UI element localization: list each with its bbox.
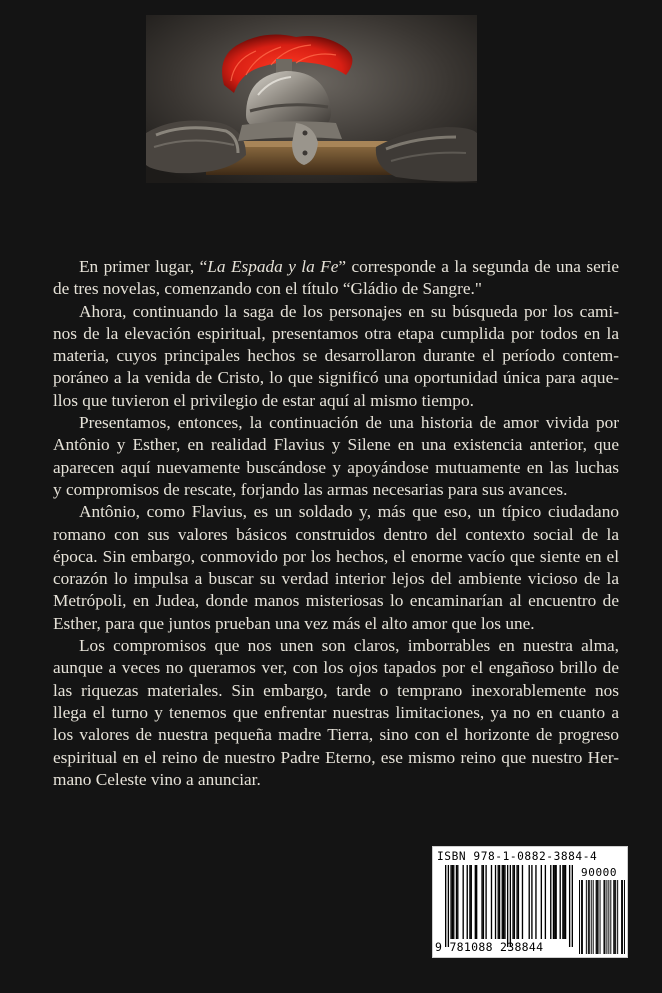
ean-digits: 9 781088 238844: [435, 940, 544, 954]
addon-barcode-bar: [617, 880, 618, 954]
text-run: llega el turno y tenemos que enfrentar nuestras limitaciones, ya no en cuanto a: [53, 702, 619, 722]
barcode-bar: [450, 865, 451, 939]
cover-photo-roman-helmet: [146, 15, 477, 183]
synopsis-paragraph: [53, 412, 619, 501]
synopsis-line: [53, 635, 619, 657]
barcode-bar: [498, 865, 499, 939]
synopsis-line: [53, 345, 619, 367]
synopsis-line: [53, 769, 619, 791]
barcode-bar: [560, 865, 561, 939]
synopsis-paragraph: [53, 301, 619, 412]
barcode-bar: [503, 865, 504, 939]
barcode-bar: [529, 865, 530, 939]
text-run: corazón lo impulsa a buscar su verdad interior lejos del ambiente vicioso de la: [53, 569, 619, 589]
text-run: espiritual en el reino de nuestro Padre Eterno, ese mismo reino que nuestro Her-: [53, 747, 619, 767]
barcode-bar: [495, 865, 496, 939]
barcode-bar: [491, 865, 492, 939]
barcode-bar: [569, 865, 570, 947]
addon-barcode-bar: [597, 880, 598, 954]
synopsis-line: [53, 367, 619, 389]
addon-barcode-bar: [598, 880, 599, 954]
barcode-bar: [510, 865, 511, 947]
text-run: los valores de nuestra pequeña madre Tierra, sino con el horizonte de progreso: [53, 725, 619, 745]
addon-barcode-bar: [608, 880, 609, 954]
addon-barcode-bar: [604, 880, 605, 954]
addon-barcode-bar: [579, 880, 580, 954]
book-title-italic: La Espada y la Fe: [207, 257, 339, 276]
synopsis-line: [53, 657, 619, 679]
barcode-bar: [507, 865, 508, 947]
synopsis-line: [53, 457, 619, 479]
text-run: poráneo a la venida de Cristo, lo que significó una oportunidad única para aque-: [53, 368, 619, 388]
text-run: llos que tuvieron el privilegio de estar aquí al mismo tiempo.: [53, 390, 474, 410]
barcode-bar: [453, 865, 454, 939]
ean-barcode-bars: [445, 865, 573, 947]
addon-barcode-bar: [591, 880, 592, 954]
synopsis-line: [53, 323, 619, 345]
text-run: materia, cuyos principales hechos se desarrollaron durante el período contem-: [53, 346, 619, 366]
text-run: Antônio y Esther, en realidad Flavius y Silene en una existencia anterior, que: [53, 435, 619, 455]
barcode-bar: [545, 865, 546, 939]
addon-barcode-bar: [615, 880, 616, 954]
barcode-bar: [522, 865, 523, 939]
barcode-bar: [502, 865, 503, 939]
addon-barcode-bar: [603, 880, 604, 954]
barcode-bar: [456, 865, 457, 939]
barcode-bar: [469, 865, 470, 939]
barcode-bar: [562, 865, 563, 939]
barcode-bar: [485, 865, 486, 939]
text-run: ” corresponde a la segunda de una serie: [338, 257, 620, 276]
barcode-bar: [452, 865, 453, 939]
barcode-bar: [448, 865, 449, 947]
addon-barcode-bar: [589, 880, 590, 954]
barcode-bar: [518, 865, 519, 939]
synopsis-line: [53, 479, 619, 501]
addon-barcode-bar: [613, 880, 614, 954]
synopsis-line: [53, 568, 619, 590]
barcode-bar: [572, 865, 573, 947]
barcode-bar: [475, 865, 476, 939]
text-run: mano Celeste vino a anunciar.: [53, 769, 261, 789]
barcode-bar: [471, 865, 472, 939]
synopsis-line: [53, 724, 619, 746]
text-run: Ahora, continuando la saga de los personajes en su búsqueda por los cami-: [79, 301, 619, 321]
barcode-bar: [514, 865, 515, 939]
barcode-bar: [531, 865, 532, 939]
barcode-bar: [535, 865, 536, 939]
addon-barcode-bar: [581, 880, 582, 954]
barcode-bar: [516, 865, 517, 939]
synopsis-line: [53, 613, 619, 635]
text-run: Los compromisos que nos unen son claros, imborrables en nuestra alma,: [79, 636, 619, 656]
synopsis-line: [53, 524, 619, 546]
barcode-bar: [499, 865, 500, 939]
barcode-bar: [512, 865, 513, 939]
addon-barcode-bar: [610, 880, 611, 954]
synopsis-line: [53, 680, 619, 702]
text-run: y compromisos de rescate, forjando las armas necesarias para sus avances.: [53, 479, 568, 499]
text-run: romano con sus valores básicos construidos dentro del contexto social de la: [53, 524, 619, 544]
text-run: nos de la elevación espiritual, presentamos otra etapa cumplida por todos en la: [53, 323, 619, 343]
barcode-bar: [483, 865, 484, 939]
addon-barcode-bar: [596, 880, 597, 954]
barcode-bar: [467, 865, 468, 939]
addon-barcode-bar: [582, 880, 583, 954]
addon-barcode-bar: [593, 880, 594, 954]
barcode-bar: [564, 865, 565, 939]
text-run: de tres novelas, comenzando con el título “Gládio de Sangre.": [53, 279, 482, 299]
synopsis-line: [53, 278, 619, 300]
synopsis-line: [53, 412, 619, 434]
price-code: 90000: [581, 866, 618, 879]
barcode-bar: [555, 865, 556, 939]
barcode-bar: [445, 865, 446, 947]
text-run: En primer lugar, “: [79, 257, 208, 276]
addon-barcode-bar: [614, 880, 615, 954]
text-run: aunque a veces no queramos ver, con los ojos tapados por el engañoso brillo de: [53, 658, 619, 678]
synopsis-paragraph: [53, 256, 619, 301]
synopsis-line: [53, 390, 619, 412]
synopsis-line: [53, 747, 619, 769]
barcode-bar: [481, 865, 482, 939]
text-run: Antônio, como Flavius, es un soldado y, más que eso, un típico ciudadano: [79, 502, 619, 522]
barcode-bar: [457, 865, 458, 939]
text-run: época. Sin embargo, conmovido por los hechos, el enorme vacío que siente en el: [53, 546, 619, 566]
isbn-label: ISBN 978-1-0882-3884-4: [437, 850, 598, 863]
back-cover-synopsis: [53, 256, 619, 791]
text-run: las riquezas materiales. Sin embargo, tarde o temprano inexorablemente nos: [53, 680, 619, 700]
barcode-bar: [504, 865, 505, 939]
text-run: Metrópoli, en Judea, donde manos misteriosas lo encaminarían al encuentro de: [53, 591, 619, 611]
synopsis-paragraph: [53, 635, 619, 791]
text-run: aparecen aquí nuevamente buscándose y apoyándose mutuamente en las luchas: [53, 457, 619, 477]
addon-barcode-bar: [606, 880, 607, 954]
barcode-bar: [565, 865, 566, 939]
synopsis-line: [53, 546, 619, 568]
synopsis-line: [53, 301, 619, 323]
barcode-bar: [554, 865, 555, 939]
barcode-bar: [553, 865, 554, 939]
isbn-barcode: [432, 846, 628, 958]
addon-barcode-bar: [622, 880, 623, 954]
synopsis-line: [53, 501, 619, 523]
text-run: Esther, para que juntos prueban una vez más el alto amor que los une.: [53, 613, 535, 633]
synopsis-line: [53, 256, 619, 278]
synopsis-line: [53, 590, 619, 612]
barcode-bar: [550, 865, 551, 939]
text-run: Presentamos, entonces, la continuación de una historia de amor vivida por: [79, 413, 619, 433]
addon-barcode-bar: [624, 880, 625, 954]
barcode-bar: [541, 865, 542, 939]
addon-barcode-bar: [588, 880, 589, 954]
barcode-bar: [476, 865, 477, 939]
addon-barcode-bar: [621, 880, 622, 954]
addon-barcode-bar: [586, 880, 587, 954]
addon-barcode-bar: [600, 880, 601, 954]
synopsis-paragraph: [53, 501, 619, 635]
synopsis-line: [53, 434, 619, 456]
synopsis-line: [53, 702, 619, 724]
addon-barcode-bars: [579, 880, 625, 954]
barcode-bar: [463, 865, 464, 939]
